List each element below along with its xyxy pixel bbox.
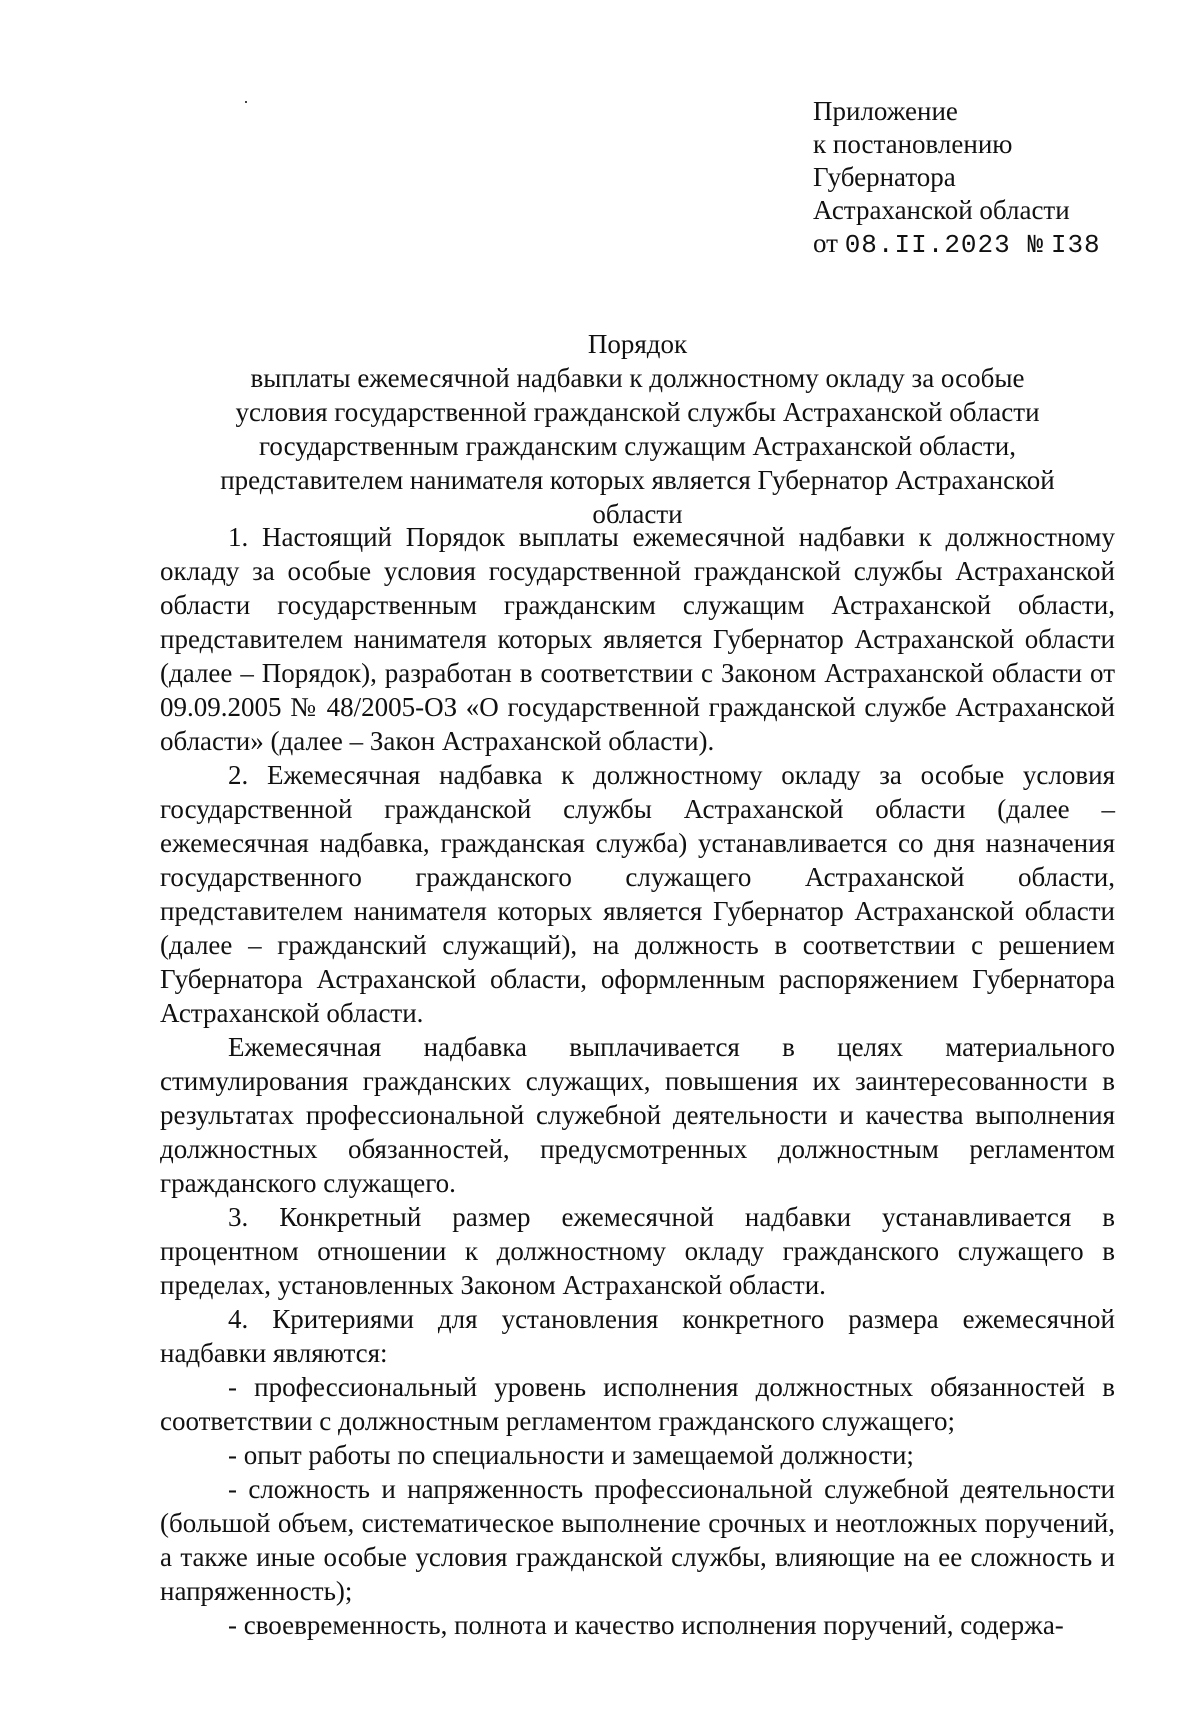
annex-line-2: к постановлению: [813, 129, 1013, 159]
annex-line-4: Астраханской области: [813, 195, 1070, 225]
paragraph-2: 2. Ежемесячная надбавка к должностному окладу за особые условия государственной гражданской службы Астраханской области (далее – ежемесячная надбавка, гражданская служба) устанавливается со дня назначения государственного гражданского служащего Астраханской области, представителем нанимателя которых является Губернатор Астраханской области (далее – гражданский служащий), на должность в соответствии с решением Губернатора Астраханской области, оформленным распоряжением Губернатора Астраханской области.: [160, 760, 1115, 1028]
date-prefix: от: [813, 228, 838, 258]
annex-line-3: Губернатора: [813, 162, 956, 192]
paragraph-3: 3. Конкретный размер ежемесячной надбавки устанавливается в процентном отношении к должностному окладу гражданского служащего в пределах, установленных Законом Астраханской области.: [160, 1202, 1115, 1300]
title-subtitle: выплаты ежемесячной надбавки к должностному окладу за особые условия государственной гражданской службы Астраханской области государственным гражданским служащим Астраханской области, представителем нанимателя которых является Губернатор Астраханской области: [220, 363, 1055, 529]
scan-speck: [245, 101, 247, 103]
annex-line-1: Приложение: [813, 96, 958, 126]
criterion-item: - опыт работы по специальности и замещаемой должности;: [228, 1440, 914, 1470]
annex-date-line: [813, 227, 1101, 262]
date-value: 08.II.2023: [844, 230, 1011, 260]
document-body: [160, 520, 1115, 1642]
annex-block: [813, 95, 1101, 262]
paragraph-1: 1. Настоящий Порядок выплаты ежемесячной надбавки к должностному окладу за особые условия государственной гражданской службы Астраханской области государственным гражданским служащим Астраханской области, представителем нанимателя которых является Губернатор Астраханской области (далее – Порядок), разработан в соответствии с Законом Астраханской области от 09.09.2005 № 48/2005-ОЗ «О государственной гражданской службе Астраханской области» (далее – Закон Астраханской области).: [160, 522, 1115, 756]
paragraph-2-continued: Ежемесячная надбавка выплачивается в целях материального стимулирования гражданских служащих, повышения их заинтересованности в результатах профессиональной служебной деятельности и качества выполнения должностных обязанностей, предусмотренных должностным регламентом гражданского служащего.: [160, 1032, 1115, 1198]
paragraph-4: 4. Критериями для установления конкретного размера ежемесячной надбавки являются:: [160, 1304, 1115, 1368]
number-sign: №: [1027, 230, 1045, 260]
document-title: [160, 327, 1115, 531]
criterion-item: - сложность и напряженность профессиональной служебной деятельности (большой объем, систематическое выполнение срочных и неотложных поручений, а также иные особые условия гражданской службы, влияющие на ее сложность и напряженность);: [160, 1474, 1115, 1606]
criterion-item: - профессиональный уровень исполнения должностных обязанностей в соответствии с должностным регламентом гражданского служащего;: [160, 1372, 1115, 1436]
criterion-item: - своевременность, полнота и качество исполнения поручений, содержа-: [228, 1610, 1064, 1640]
title-heading: Порядок: [587, 329, 688, 359]
number-value: I38: [1050, 230, 1101, 260]
